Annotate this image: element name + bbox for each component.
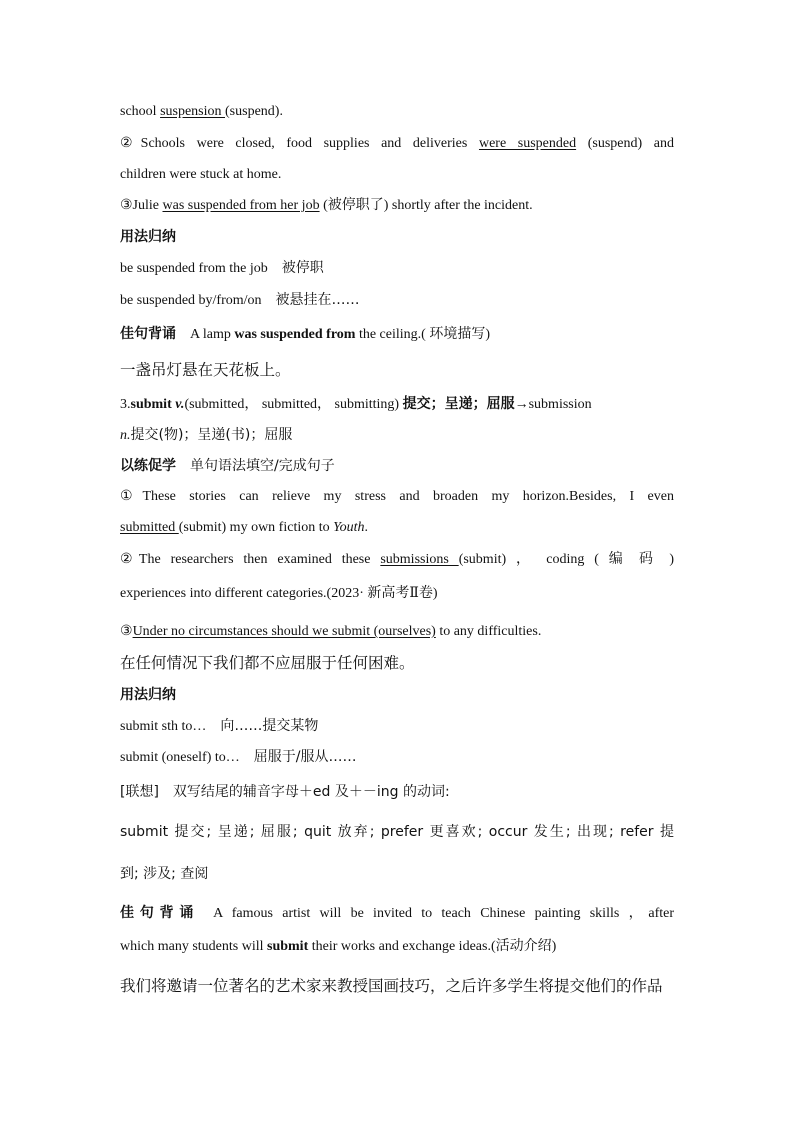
bold-phrase: was suspended from — [234, 327, 356, 342]
answer-fill: Under no circumstances should we submit (ourselves) — [132, 624, 436, 639]
example-line — [120, 937, 674, 957]
section-tag: 佳句背诵 — [120, 326, 176, 342]
answer-fill: were suspended — [478, 136, 577, 151]
translation-line: 一盏吊灯悬在天花板上。 — [120, 361, 291, 379]
part-of-speech: n. — [120, 428, 131, 443]
text: children were stuck at home. — [120, 167, 282, 182]
text: the ceiling.( 环境描写) — [355, 327, 490, 342]
usage-phrase: be suspended from the job — [120, 261, 268, 276]
word-forms: (submitted， submitted， submitting) — [184, 397, 403, 412]
text: ③ — [120, 624, 133, 639]
text: (suspend) and — [576, 136, 674, 151]
text-line: experiences into different categories.(2023· 新高考Ⅱ卷) — [120, 586, 438, 601]
answer-fill: submitted — [120, 520, 179, 535]
association-note: [联想] 双写结尾的辅音字母＋ed 及＋－ing 的动词: — [120, 784, 450, 800]
entry-line — [120, 425, 674, 446]
usage-line — [120, 716, 674, 737]
translation-line: 在任何情况下我们都不应屈服于任何困难。 — [120, 654, 415, 672]
text: to any difficulties. — [435, 624, 542, 639]
example-line — [120, 903, 674, 924]
text-line: 到; 涉及; 查阅 — [120, 866, 209, 882]
section-tag: 佳句背诵 — [120, 905, 200, 921]
text-line — [120, 102, 674, 122]
text-line: submit 提交; 呈递; 屈服; quit 放弃; prefer 更喜欢; occur 发生; 出现; refer 提 — [120, 824, 674, 840]
section-tag: 以练促学 — [120, 458, 176, 474]
text: (suspend). — [225, 104, 283, 119]
text-line — [120, 196, 674, 216]
text-line: ①These stories can relieve my stress and broaden my horizon.Besides, I even — [120, 489, 674, 504]
usage-meaning: 向……提交某物 — [220, 718, 319, 734]
part-of-speech: v. — [171, 397, 185, 412]
section-title: 单句语法填空/完成句子 — [190, 458, 335, 474]
text: A lamp — [190, 327, 235, 342]
section-heading: 用法归纳 — [120, 229, 176, 245]
text: (submit) ， coding ( 编 码 ) — [458, 552, 674, 567]
usage-meaning: 屈服于/服从…… — [253, 749, 357, 765]
text: which many students will — [120, 939, 267, 954]
text: (被停职了) shortly after the incident. — [319, 198, 533, 213]
answer-fill: was suspended from her job — [162, 198, 320, 213]
entry-number: 3. — [120, 397, 131, 412]
text-line — [120, 550, 674, 570]
text: school — [120, 104, 161, 119]
answer-fill: submissions — [380, 552, 459, 567]
translation-line: 我们将邀请一位著名的艺术家来教授国画技巧，之后许多学生将提交他们的作品 — [120, 977, 663, 995]
entry-meaning: 提交(物)；呈递(书)；屈服 — [130, 427, 293, 443]
usage-meaning: 被悬挂在…… — [275, 292, 360, 308]
text-line — [120, 622, 674, 642]
text: . — [364, 520, 369, 535]
usage-line — [120, 258, 674, 279]
section-heading: 用法归纳 — [120, 687, 176, 703]
usage-line — [120, 290, 674, 311]
derived-word: →submission — [514, 397, 592, 412]
usage-phrase: submit sth to… — [120, 719, 207, 734]
text: ③Julie — [120, 198, 163, 213]
text-line — [120, 165, 674, 185]
usage-line — [120, 747, 674, 768]
text-line — [120, 518, 674, 538]
text: ②The researchers then examined these — [120, 552, 381, 567]
text: ②Schools were closed, food supplies and deliveries — [120, 136, 479, 151]
entry-meaning: 提交；呈递；屈服 — [402, 396, 515, 412]
entry-word: submit — [130, 397, 172, 412]
text: A famous artist will be invited to teach Chinese painting skills ，after — [213, 906, 674, 921]
text: their works and exchange ideas.(活动介绍) — [308, 939, 557, 954]
usage-meaning: 被停职 — [281, 260, 324, 276]
usage-phrase: be suspended by/from/on — [120, 293, 262, 308]
entry-line — [120, 394, 674, 415]
answer-fill: suspension — [160, 104, 226, 119]
section-heading — [120, 456, 674, 477]
text: (submit) my own fiction to — [178, 520, 334, 535]
usage-phrase: submit (oneself) to… — [120, 750, 240, 765]
bold-phrase: submit — [267, 939, 309, 954]
italic-title: Youth — [333, 520, 365, 535]
example-line — [120, 324, 674, 345]
text-line — [120, 134, 674, 154]
